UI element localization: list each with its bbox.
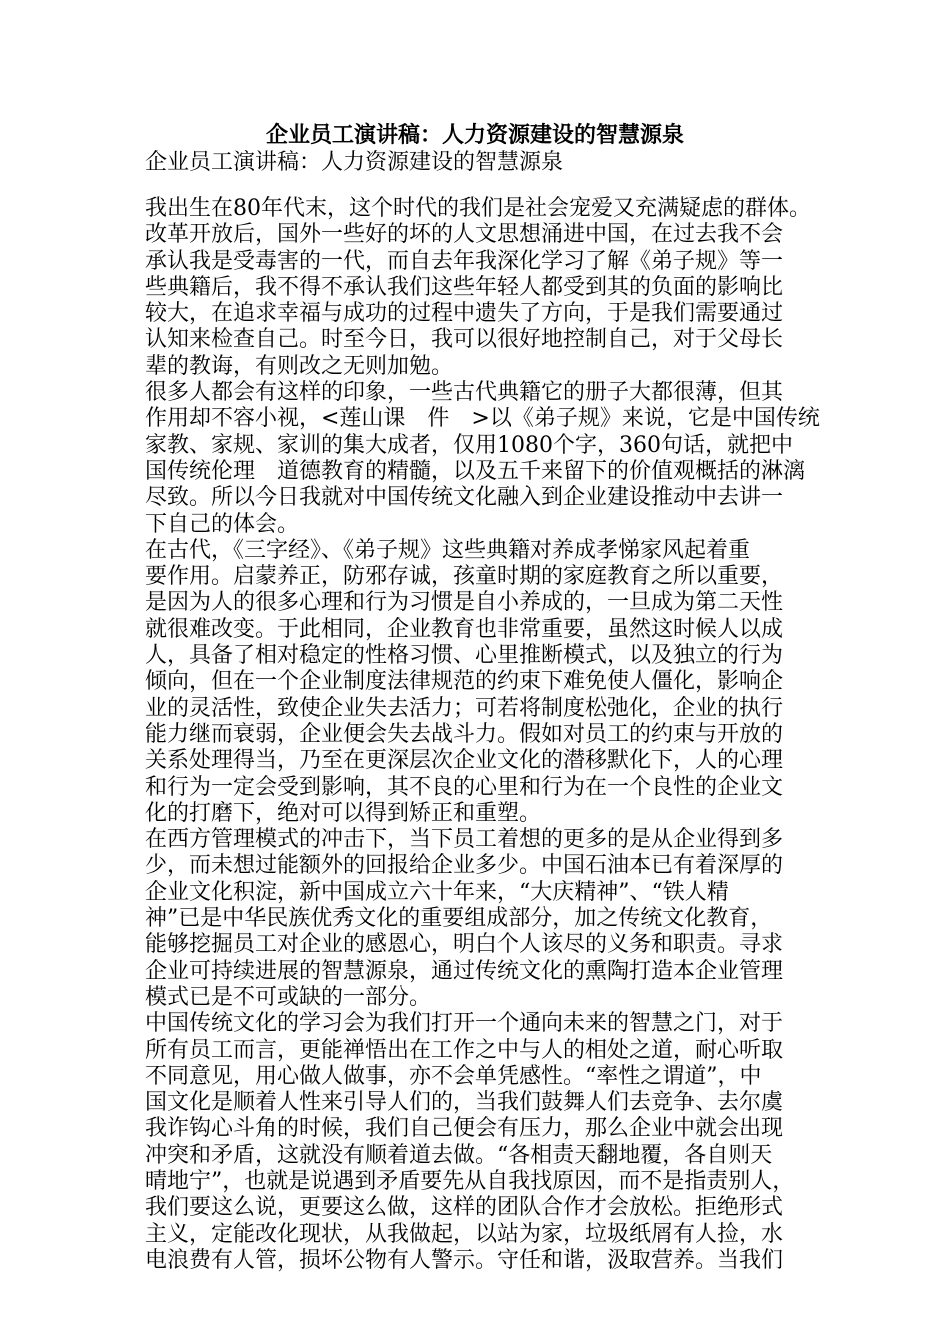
text-line: 业的灵活性，致使企业失去活力；可若将制度松弛化，企业的执行: [145, 695, 784, 721]
document-subtitle: 企业员工演讲稿：人力资源建设的智慧源泉: [145, 150, 564, 175]
text-line: 我出生在80年代末，这个时代的我们是社会宠爱又充满疑虑的群体。: [145, 196, 811, 221]
text-line: 是因为人的很多心理和行为习惯是自小养成的，一旦成为第二天性: [145, 590, 784, 616]
text-line: 所有员工而言，更能禅悟出在工作之中与人的相处之道，耐心听取: [145, 1037, 784, 1063]
text-line: 不同意见，用心做人做事，亦不会单凭感性。“率性之谓道”，中: [145, 1063, 762, 1089]
text-line: 些典籍后，我不得不承认我们这些年轻人都受到其的负面的影响比: [145, 274, 784, 300]
text-line: 倾向，但在一个企业制度法律规范的约束下难免使人僵化，影响企: [145, 669, 784, 695]
text-line: 在古代，《三字经》、《弟子规》这些典籍对养成孝悌家风起着重: [145, 537, 751, 563]
text-line: 承认我是受毒害的一代，而自去年我深化学习了解《弟子规》等一: [145, 248, 784, 274]
text-line: 主义，定能改化现状，从我做起，以站为家，垃圾纸屑有人捡，水: [145, 1221, 784, 1247]
text-line: 下自己的体会。: [145, 511, 300, 537]
text-line: 企业文化积淀，新中国成立六十年来，“大庆精神”、“铁人精: [145, 879, 729, 905]
text-line: 中国传统文化的学习会为我们打开一个通向未来的智慧之门，对于: [145, 1011, 784, 1037]
text-line: 少，而未想过能额外的回报给企业多少。中国石油本已有着深厚的: [145, 853, 784, 879]
text-line: 就很难改变。于此相同，企业教育也非常重要，虽然这时候人以成: [145, 616, 784, 642]
text-line: 改革开放后，国外一些好的坏的人文思想涌进中国，在过去我不会: [145, 222, 784, 248]
document-body: [145, 196, 820, 1274]
document-title: 企业员工演讲稿：人力资源建设的智慧源泉: [265, 122, 684, 148]
text-line: 能够挖掘员工对企业的感恩心，明白个人该尽的义务和职责。寻求: [145, 932, 784, 958]
text-line: 我们要这么说，更要这么做，这样的团队合作才会放松。拒绝形式: [145, 1195, 784, 1221]
text-line: 晴地宁”，也就是说遇到矛盾要先从自我找原因，而不是指责别人，: [145, 1168, 795, 1194]
text-line: 冲突和矛盾，这就没有顺着道去做。“各相责天翻地覆，各自则天: [145, 1142, 773, 1168]
text-line: 电浪费有人管，损坏公物有人警示。守任和谐，汲取营养。当我们: [145, 1247, 784, 1273]
text-line: 辈的教诲，有则改之无则加勉。: [145, 353, 454, 379]
text-line: 我诈钩心斗角的时候，我们自己便会有压力，那么企业中就会出现: [145, 1116, 784, 1142]
text-line: 关系处理得当，乃至在更深层次企业文化的潜移默化下，人的心理: [145, 748, 784, 774]
text-line: 模式已是不可或缺的一部分。: [145, 984, 432, 1010]
text-line: 企业可持续进展的智慧源泉，通过传统文化的熏陶打造本企业管理: [145, 958, 784, 984]
text-line: 认知来检查自己。时至今日，我可以很好地控制自己，对于父母长: [145, 327, 784, 353]
text-line: 尽致。所以今日我就对中国传统文化融入到企业建设推动中去讲一: [145, 485, 784, 511]
text-line: 人，具备了相对稳定的性格习惯、心里推断模式，以及独立的行为: [145, 643, 784, 669]
text-line: 和行为一定会受到影响，其不良的心里和行为在一个良性的企业文: [145, 774, 784, 800]
text-line: 在西方管理模式的冲击下，当下员工着想的更多的是从企业得到多: [145, 827, 784, 853]
text-line: 化的打磨下，绝对可以得到矫正和重塑。: [145, 800, 542, 826]
text-line: 作用却不容小视，<莲山课 件 >以《弟子规》来说，它是中国传统: [145, 406, 820, 432]
text-line: 国文化是顺着人性来引导人们的，当我们鼓舞人们去竞争、去尔虞: [145, 1090, 784, 1116]
text-line: 家教、家规、家训的集大成者，仅用1080个字，360句话，就把中: [145, 432, 793, 458]
text-line: 神”已是中华民族优秀文化的重要组成部分，加之传统文化教育，: [145, 906, 773, 932]
text-line: 国传统伦理 道德教育的精髓，以及五千来留下的价值观概括的淋漓: [145, 458, 806, 484]
text-line: 能力继而衰弱，企业便会失去战斗力。假如对员工的约束与开放的: [145, 721, 784, 747]
text-line: 要作用。启蒙养正，防邪存诚，孩童时期的家庭教育之所以重要，: [145, 564, 784, 590]
text-line: 较大，在追求幸福与成功的过程中遗失了方向，于是我们需要通过: [145, 301, 784, 327]
text-line: 很多人都会有这样的印象，一些古代典籍它的册子大都很薄，但其: [145, 380, 784, 406]
